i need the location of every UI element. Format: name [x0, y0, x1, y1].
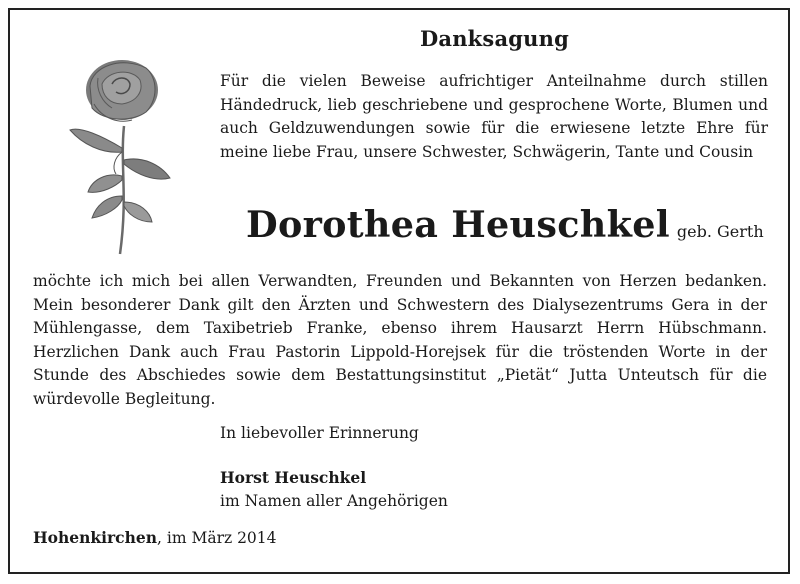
- date: , im März 2014: [157, 529, 277, 547]
- place-date: [33, 528, 277, 547]
- deceased-name-line: [246, 203, 764, 246]
- notice-heading: Danksagung: [420, 26, 569, 51]
- deceased-name: Dorothea Heuschkel: [246, 203, 670, 246]
- signer-note: im Namen aller Angehörigen: [220, 491, 448, 510]
- signer-block: [220, 466, 448, 513]
- body-paragraph: möchte ich mich bei allen Verwandten, Freunden und Bekannten von Herzen bedanken. Mein besonderer Dank gilt den Ärzten und Schwestern des Dialysezentrums Gera in der Mühlengasse, dem Taxibetrieb Franke, ebenso ihrem Hausarzt Herrn Hübschmann. Herzlichen Dank auch Frau Pastorin Lippold-Horejsek für die tröstenden Worte in der Stunde des Abschiedes sowie dem Bestattungsinstitut „Pietät“ Jutta Unteutsch für die würdevolle Begleitung.: [33, 272, 767, 408]
- place: Hohenkirchen: [33, 528, 158, 547]
- rose-icon: [62, 56, 180, 256]
- closing-line: In liebevoller Erinnerung: [220, 424, 419, 442]
- signer-name: Horst Heuschkel: [220, 468, 367, 487]
- maiden-name: geb. Gerth: [676, 222, 764, 241]
- intro-paragraph: Für die vielen Beweise aufrichtiger Anteilnahme durch stillen Händedruck, lieb geschriebene und gesprochene Worte, Blumen und auch Geldzuwendungen sowie für die erwiesene letzte Ehre für meine liebe Frau, unsere Schwester, Schwägerin, Tante und Cousin: [220, 72, 768, 161]
